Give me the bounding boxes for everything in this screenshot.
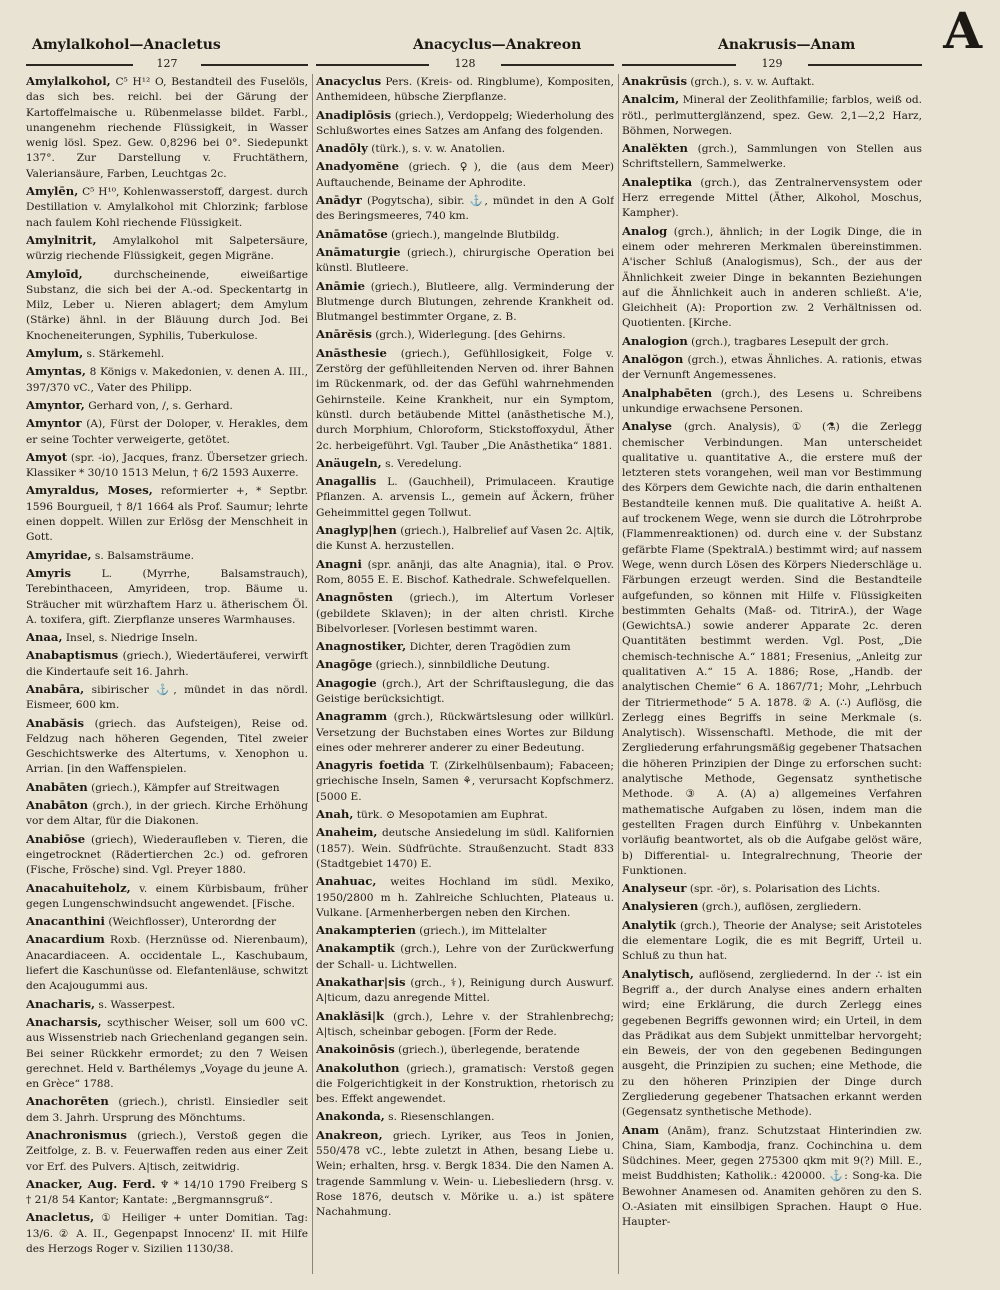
header-center: Anacyclus—Anakreon [413, 37, 582, 53]
section-letter: A [943, 1, 982, 60]
entry-definition: Pers. (Kreis- od. Ringblume), Kompositen, Anthemideen, hübsche Zierpflanze. [316, 76, 614, 104]
dictionary-entry [622, 224, 922, 332]
dictionary-entry [26, 1094, 308, 1126]
dictionary-entry [316, 709, 614, 756]
entry-definition: (grch.), s. v. w. Auftakt. [690, 76, 815, 88]
dictionary-entry [316, 456, 614, 472]
entry-headword: Anakonda, [316, 1109, 385, 1124]
entry-headword: Anabiōse [26, 831, 86, 846]
entry-headword: Analŏgon [622, 352, 684, 367]
entry-headword: Anabāra, [26, 681, 85, 696]
dictionary-entry [316, 676, 614, 708]
dictionary-entry [26, 566, 308, 628]
dictionary-entry [316, 1042, 614, 1058]
entry-definition: Amylalkohol mit Salpetersäure, würzig riechende Flüssigkeit, gegen Migräne. [26, 234, 308, 263]
entry-definition: scythischer Weiser, soll um 600 vC. aus Wissenstrieb nach Griechenland gegangen sein. Bei seiner Rückkehr ermordet; zu den 7 Weisen gerechnet. Held v. Barthélemys „Voyage du jeune A. en Grèce“ 1788. [26, 1016, 308, 1091]
dictionary-entry [316, 141, 614, 157]
dictionary-entry [316, 874, 614, 921]
dictionary-entry [26, 233, 308, 265]
entry-definition: L. (Myrrhe, Balsamstrauch), Terebinthaceen, Amyrideen, trop. Bäume u. Sträucher mit würzhaftem Harz u. ätherischem Öl. A. toxifera, gift. Zierpflanze unseres Warmhauses. [26, 567, 308, 626]
entry-headword: Amyridae, [26, 547, 92, 562]
entry-definition: (griech. ♀), die (aus dem Meer) Auftauchende, Beiname der Aphrodite. [316, 161, 614, 189]
entry-headword: Amyot [26, 449, 68, 464]
entry-definition: (griech.), christl. Einsiedler seit dem 3. Jahrh. Ursprung des Mönchtums. [26, 1096, 308, 1124]
entry-definition: (grch.), Widerlegung. [des Gehirns. [375, 329, 566, 342]
entry-headword: Anadōly [316, 141, 368, 156]
entry-headword: Anabaptismus [26, 648, 119, 663]
entry-definition: Dichter, deren Tragödien zum [409, 641, 571, 654]
entry-headword: Analcim, [622, 92, 680, 107]
entry-headword: Analog [622, 223, 668, 238]
column-1 [26, 74, 308, 1279]
entry-headword: Anacanthini [26, 914, 105, 929]
dictionary-entry [26, 630, 308, 646]
entry-definition: (griech.), sinnbildliche Deutung. [375, 659, 550, 672]
entry-headword: Anabāton [26, 798, 89, 813]
dictionary-entry [316, 590, 614, 637]
entry-definition: (grch.), Art der Schriftauslegung, die das Geistige berücksichtigt. [316, 677, 614, 705]
entry-headword: Anārĕsis [316, 327, 372, 342]
entry-headword: Anadyomĕne [316, 159, 399, 174]
dictionary-entry [26, 1015, 308, 1092]
entry-headword: Amyris [26, 565, 72, 580]
entry-definition: Roxb. (Herznüsse od. Nierenbaum), Anacardiaceen. A. occidentale L., Kaschubaum, liefert die Kaschunüsse od. Elefantenläuse, schwitzt den Acajougummi aus. [26, 934, 308, 993]
entry-headword: Amyntas, [26, 364, 86, 379]
entry-definition: (griech), Wiederaufleben v. Tieren, die eingetrocknet (Rädertierchen 2c.) od. gefroren (Fische, Frösche) sind. Vgl. Preyer 1880. [26, 833, 308, 877]
entry-headword: Amylnitrit, [26, 232, 97, 247]
entry-definition: (grch.), Lehre v. der Strahlenbrechg; A|tisch, scheinbar gebogen. [Form der Rede. [316, 1010, 614, 1038]
entry-definition: (griech.), überlegende, beratende [398, 1044, 580, 1057]
entry-headword: Analphabēten [622, 385, 713, 400]
dictionary-entry [622, 918, 922, 965]
entry-headword: Anaglyp|hen [316, 523, 397, 538]
entry-headword: Analeptika [622, 174, 693, 189]
entry-definition: (griech.), chirurgische Operation bei künstl. Blutleere. [316, 246, 614, 275]
dictionary-entry [622, 92, 922, 139]
dictionary-entry [316, 1128, 614, 1221]
dictionary-entry [316, 1061, 614, 1108]
dictionary-entry [622, 175, 922, 222]
entry-headword: Anagogie [316, 675, 377, 690]
entry-definition: (grch.), auflösen, zergliedern. [701, 901, 862, 914]
dictionary-entry [26, 184, 308, 231]
dictionary-entry [316, 474, 614, 521]
entry-definition: deutsche Ansiedelung im südl. Kalifornien (1857). Wein. Südfrüchte. Straußenzucht. Stadt 833 (Stadtgebiet 1470) E. [316, 827, 614, 870]
entry-definition: s. Stärkemehl. [86, 348, 165, 361]
entry-definition: (türk.), s. v. w. Anatolien. [371, 143, 506, 156]
dictionary-entry [622, 74, 922, 90]
entry-definition: (grch.), tragbares Lesepult der grch. [691, 335, 889, 348]
entry-headword: Amyntor [26, 416, 82, 431]
entry-headword: Anacardium [26, 932, 105, 947]
dictionary-entry [26, 798, 308, 830]
dictionary-entry [316, 639, 614, 655]
entry-headword: Anakampterien [316, 923, 416, 938]
dictionary-entry [26, 450, 308, 482]
dictionary-entry [622, 899, 922, 915]
entry-definition: (grch.), Lehre von der Zurückwerfung der Schall- u. Lichtwellen. [316, 943, 614, 971]
entry-definition: (griech.), gramatisch: Verstoß gegen die Folgerichtigkeit in der Konstruktion, rhetorisch zu bes. Effekt angewendet. [316, 1062, 614, 1106]
entry-headword: Anaa, [26, 630, 63, 645]
dictionary-entry [26, 932, 308, 994]
dictionary-entry [316, 193, 614, 225]
entry-headword: Amyntor, [26, 397, 85, 412]
dictionary-entry [26, 682, 308, 714]
entry-definition: s. Veredelung. [385, 457, 462, 470]
dictionary-entry [316, 227, 614, 243]
entry-definition: s. Riesenschlangen. [388, 1111, 495, 1124]
dictionary-entry [316, 346, 614, 454]
dictionary-entry [26, 716, 308, 778]
header-right: Anakrusis—Anam [718, 37, 856, 53]
entry-definition: türk. ⊙ Mesopotamien am Euphrat. [356, 809, 548, 822]
entry-headword: Analogion [622, 333, 688, 348]
entry-definition: (grch.), ähnlich; in der Logik Dinge, die in einem oder mehreren Merkmalen übereinstimmen. A'ischer Schluß (Analogismus), Sch., der aus der Ähnlichkeit zweier Dinge in bekannten Beziehungen auf die Ähnlichkeit auch in anderen schließt. A'ie, Gleichheit (A): Proportion zw. 2 Verhältnissen od. Quotienten. [Kirche. [622, 225, 922, 330]
page-number-left: 127 [26, 57, 308, 73]
dictionary-entry [26, 416, 308, 448]
dictionary-entry [622, 1123, 922, 1231]
dictionary-entry [316, 657, 614, 673]
column-divider [618, 74, 619, 1274]
entry-definition: (Anām), franz. Schutzstaat Hinterindien zw. China, Siam, Kambodja, franz. Cochinchina u. dem Südchines. Meer, gegen 275300 qkm mit 9(?) Mill. E., meist Buddhisten; Katholik.: 420000. ⚓: Song-ka. Die Bewohner Anamesen od. Anamiten gehören zu den S. O.-Asiaten mit einsilbigen Sprachen. Haupt ⊙ Hue. Haupter- [622, 1124, 922, 1229]
entry-headword: Anaklăsi|k [316, 1008, 385, 1023]
entry-headword: Anam [622, 1122, 660, 1137]
entry-headword: Analĕkten [622, 141, 688, 156]
column-divider [312, 74, 313, 1274]
dictionary-entry [26, 997, 308, 1013]
running-header [18, 32, 988, 58]
dictionary-entry [26, 832, 308, 879]
entry-definition: (griech.), Gefühllosigkeit, Folge v. Zerstörg der gefühlleitenden Nerven od. ihrer Bahnen im Rückenmark, od. der das Gefühl wahrnehmenden Gehirnsteile. Keine Krankheit, nur ein Symptom, künstl. durch betäubende Mittel (anāsthetische M.), durch Morphium, Chloroform, Stickstoffoxydul, Äther 2c. herbeigeführt. Vgl. Tauber „Die Anāsthetika“ 1881. [316, 347, 614, 452]
entry-headword: Amyraldus, Moses, [26, 483, 153, 498]
dictionary-entry [622, 967, 922, 1121]
entry-definition: (Pogytscha), sibir. ⚓, mündet in den A Golf des Beringsmeeres, 740 km. [316, 195, 614, 223]
entry-definition: (grch.), das Zentralnervensystem oder Herz erregende Mittel (Äther, Alkohol, Moschus, Kampher). [622, 176, 922, 220]
dictionary-entry [26, 398, 308, 414]
dictionary-entry [316, 1009, 614, 1041]
entry-definition: ① Heiliger + unter Domitian. Tag: 13/6. ② A. II., Gegenpapst Innocenz' II. mit Hilfe des Herzogs Roger v. Sizilien 1130/38. [26, 1212, 308, 1256]
entry-definition: (griech.), mangelnde Blutbildg. [391, 228, 560, 241]
column-3 [622, 74, 922, 1279]
dictionary-entry [316, 108, 614, 140]
entry-headword: Anakoluthon [316, 1060, 400, 1075]
dictionary-entry [622, 141, 922, 173]
entry-headword: Amylēn, [26, 184, 79, 199]
header-left: Amylalkohol—Anacletus [32, 37, 221, 53]
entry-headword: Anakamptik [316, 941, 395, 956]
column-2 [316, 74, 614, 1279]
dictionary-entry [26, 74, 308, 182]
entry-definition: (grch.), in der griech. Kirche Erhöhung vor dem Altar, für die Diakonen. [26, 800, 308, 828]
entry-headword: Anahuac, [316, 874, 377, 889]
page-number-right: 129 [622, 57, 922, 73]
dictionary-entry [316, 245, 614, 277]
dictionary-entry [316, 279, 614, 326]
entry-headword: Anakreon, [316, 1127, 383, 1142]
dictionary-entry [316, 1109, 614, 1125]
dictionary-entry [316, 923, 614, 939]
entry-headword: Amylalkohol, [26, 74, 111, 88]
entry-headword: Amylum, [26, 346, 84, 361]
entry-definition: v. einem Kürbisbaum, früher gegen Lungenschwindsucht angewendet. [Fische. [26, 882, 308, 910]
dictionary-entry [26, 914, 308, 930]
entry-headword: Analyse [622, 419, 672, 434]
entry-definition: (spr. -ör), s. Polarisation des Lichts. [689, 883, 881, 896]
entry-definition: C⁵ H¹² O, Bestandteil des Fuselöls, das sich bes. reichl. bei der Gärung der Kartoffelmaische u. Rübenmelasse bildet. Farbl., unangenehm riechende Flüssigkeit, in Wasser wenig lösl. Spez. Gew. 0,8296 bei 0°. Siedepunkt 137°. Zur Darstellung v. Fruchtäthern, Valeriansäure, Farben, Leuchtgas 2c. [26, 76, 308, 180]
entry-definition: Mineral der Zeolithfamilie; farblos, weiß od. rötl., perlmutterglänzend, spez. Gew. 2,1—2,2 Harz, Böhmen, Norwegen. [622, 94, 922, 137]
entry-definition: (griech.), im Mittelalter [419, 925, 547, 938]
entry-definition: s. Wasserpest. [98, 998, 176, 1011]
dictionary-entry [26, 346, 308, 362]
entry-headword: Analyseur [622, 881, 687, 896]
dictionary-entry [26, 1128, 308, 1175]
entry-definition: (Weichflosser), Unterordng der [108, 916, 277, 929]
entry-headword: Anaheim, [316, 825, 378, 840]
entry-definition: (A), Fürst der Doloper, v. Herakles, dem er seine Tochter verweigerte, getötet. [26, 418, 308, 446]
entry-headword: Anagyris foetida [316, 758, 425, 773]
entry-definition: (grch., ⚕), Reinigung durch Auswurf. A|ticum, dazu anregende Mittel. [316, 977, 614, 1005]
entry-headword: Anāmatōse [316, 226, 388, 241]
entry-headword: Analytik [622, 917, 676, 932]
entry-headword: Anagni [316, 556, 362, 571]
entry-definition: (griech.), Verstoß gegen die Zeitfolge, z. B. v. Feuerwaffen reden aus einer Zeit vor Erf. des Pulvers. A|tisch, zeitwidrig. [26, 1130, 308, 1173]
dictionary-entry [26, 780, 308, 796]
entry-headword: Anacharsis, [26, 1014, 102, 1029]
dictionary-entry [26, 364, 308, 396]
dictionary-entry [622, 386, 922, 418]
dictionary-entry [622, 352, 922, 384]
page-number-center: 128 [316, 57, 614, 73]
entry-definition: griech. Lyriker, aus Teos in Jonien, 550/478 vC., lebte zuletzt in Athen, besang Liebe u. Wein; erhalten, hrsg. v. Bergk 1834. Die den Namen A. tragende Sammlung v. Wein- u. Liebesliedern (hrsg. v. Rose 1876, deutsch v. Mörike u. a.) ist spätere Nachahmung. [316, 1129, 614, 1219]
entry-definition: (spr. -io), Jacques, franz. Übersetzer griech. Klassiker * 30/10 1513 Melun, † 6/2 1593 Auxerre. [26, 451, 308, 480]
entry-definition: (grch. Analysis), ① (⚗) die Zerlegg chemischer Verbindungen. Man unterscheidet qualitative u. quantitative A., die erstere muß der letzteren stets vorangehen, weil man vor Bestimmung des Körpers dem Gewichte nach, die darin enthaltenen Bestandteile kennen muß. Die qualitative A. heißt A. auf trockenem Wege, wenn sie durch die Lötrohrprobe (Flammenreaktionen) od. durch eine v. der Substanz gefärbte Flame (SpektralA.) bestimmt wird; auf nassem Wege, wenn durch Lösen des Körpers Niederschläge u. Färbungen erzeugt werden. Sind die Bestandteile aufgefunden, so können mit Hilfe v. Flüssigkeiten bestimmten Gehalts (Maß- od. TitrirA.), der Wage (GewichtsA.) sowie anderer Apparate 2c. deren Quantitäten bestimmt werden. Vgl. Post, „Die chemisch-technische A.“ 1881; Fresenius, „Anleitg zur qualitativen A.“ 15 A. 1886; Rose, „Handb. der analytischen Chemie“ 6 A. 1867/71; Mohr, „Lehrbuch der Titriermethode“ 5 A. 1878. ② A. (∴) Auflösg, die Zerlegg eines Begriffs in seine Merkmale (s. Analytisch). Wissenschaftl. Methode, die mit der Zergliederung erfahrungsmäßig gegebener Thatsachen die höheren Prinzipien der Dinge zu erforschen sucht: analytische Methode, Gegensatz synthetische Methode. ③ A. (A) a) allgemeines Verfahren mathematische Aufgaben zu lösen, indem man die gestellten Fragen durch Einführg v. Unbekannten vorläufig beantwortet, als ob die Aufgabe gelöst wäre, b) Differential- u. Integralrechnung, Theorie der Funktionen. [622, 421, 922, 877]
dictionary-entry [26, 483, 308, 545]
dictionary-entry [26, 881, 308, 913]
entry-headword: Anacyclus [316, 74, 382, 88]
entry-definition: (grch.), etwas Ähnliches. A. rationis, etwas der Vernunft Angemessenes. [622, 354, 922, 382]
entry-headword: Anādyr [316, 193, 362, 208]
dictionary-entry [316, 523, 614, 555]
entry-headword: Anāsthesie [316, 345, 387, 360]
entry-headword: Anacletus, [26, 1210, 95, 1225]
dictionary-entry [26, 1210, 308, 1257]
dictionary-entry [316, 557, 614, 589]
entry-headword: Anakathar|sis [316, 975, 406, 990]
entry-definition: Gerhard von, /, s. Gerhard. [88, 399, 233, 412]
dictionary-entry [622, 419, 922, 879]
entry-definition: (griech.), Blutleere, allg. Verminderung der Blutmenge durch Blutungen, zehrende Krankheit od. Blutmangel bestimmter Organe, z. B. [316, 280, 614, 324]
dictionary-entry [316, 825, 614, 872]
entry-headword: Anagōge [316, 657, 373, 672]
dictionary-entry [26, 267, 308, 344]
entry-definition: (griech.), Kämpfer auf Streitwagen [91, 781, 280, 794]
entry-definition: s. Balsamsträume. [94, 549, 194, 562]
entry-headword: Anadiplōsis [316, 107, 392, 122]
entry-headword: Anakrūsis [622, 74, 687, 88]
entry-headword: Anäugeln, [316, 455, 382, 470]
entry-definition: reformierter +, * Septbr. 1596 Bourgueil, † 8/1 1664 als Prof. Saumur; lehrte einen doppelt. Willen zur Erlösg der Menschheit in Gott. [26, 485, 308, 544]
entry-definition: (grch.), Rückwärtslesung oder willkürl. Versetzung der Buchstaben eines Wortes zur Bildung eines oder mehrerer anderer zu einer Bedeutung. [316, 711, 614, 754]
entry-headword: Anagnostiker, [316, 639, 407, 654]
dictionary-entry [316, 807, 614, 823]
entry-definition: auflösend, zergliedernd. In der ∴ ist ein Begriff a., der durch Analyse eines andern erhalten wird; eine Erklärung, die durch Zerlegg eines gegebenen Begriffs gewonnen wird; ein Urteil, in dem das Prädikat aus dem Subjekt unmittelbar hervorgeht; ein Beweis, der von den gegebenen Bedingungen ausgeht, die Prinzipien zu suchen; eine Methode, die zu den höheren Prinzipien der Dinge durch Zergliederung gegebener Thatsachen erkannt werden (Gegensatz synthetische Methode). [622, 968, 922, 1119]
entry-definition: L. (Gauchheil), Primulaceen. Krautige Pflanzen. A. arvensis L., gemein auf Äckern, früher Geheimmittel gegen Tollwut. [316, 476, 614, 519]
entry-definition: (grch.), des Lesens u. Schreibens unkundige erwachsene Personen. [622, 387, 922, 415]
dictionary-entry [316, 327, 614, 343]
entry-headword: Anagnōsten [316, 590, 393, 605]
dictionary-entry [26, 1177, 308, 1209]
entry-headword: Amyloīd, [26, 266, 83, 281]
entry-definition: Insel, s. Niedrige Inseln. [65, 632, 198, 645]
entry-headword: Analytisch, [622, 966, 694, 981]
entry-headword: Anacahuiteholz, [26, 880, 131, 895]
entry-definition: 8 Königs v. Makedonien, v. denen A. III., 397/370 vC., Vater des Philipp. [26, 366, 308, 394]
dictionary-entry [316, 975, 614, 1007]
entry-headword: Anachorēten [26, 1094, 109, 1109]
entry-definition: (griech.), Verdoppelg; Wiederholung des Schlußwortes eines Satzes am Anfang des folgenden. [316, 109, 614, 137]
entry-headword: Anagramm [316, 709, 388, 724]
entry-definition: durchscheinende, eiweißartige Substanz, die sich bei der A.-od. Speckentartg in Milz, Leber u. Nieren ablagert; dem Amylum (Stärke) ähnl. in der Bläuung durch Jod. Bei Knocheneiterungen, Syphilis, Tuberkulose. [26, 268, 308, 342]
entry-headword: Anāmaturgie [316, 244, 401, 259]
entry-definition: (grch.), Theorie der Analyse; seit Aristoteles die elementare Logik, die es mit Begriff, Urteil u. Schluß zu thun hat. [622, 919, 922, 963]
entry-headword: Anabăsis [26, 715, 85, 730]
entry-definition: (griech.), Wiedertäuferei, verwirft die Kindertaufe seit 16. Jahrh. [26, 650, 308, 678]
entry-headword: Anabāten [26, 779, 88, 794]
dictionary-entry [316, 159, 614, 191]
dictionary-entry [316, 74, 614, 106]
entry-definition: C⁵ H¹⁰, Kohlenwasserstoff, dargest. durch Destillation v. Amylalkohol mit Chlorzink; farblose nach faulem Kohl riechende Flüssigkeit. [26, 186, 308, 229]
entry-definition: (griech.), im Altertum Vorleser (gebildete Sklaven); in der alten christl. Kirche Bibelvorleser. [Vorlesen bestimmt waren. [316, 592, 614, 635]
entry-headword: Anacharis, [26, 996, 96, 1011]
entry-definition: (spr. anānji, das alte Anagnia), ital. ⊙ Prov. Rom, 8055 E. E. Bischof. Kathedrale. Schwefelquellen. [316, 558, 614, 586]
dictionary-entry [26, 648, 308, 680]
entry-headword: Anacker, Aug. Ferd. [26, 1176, 156, 1191]
entry-definition: weites Hochland im südl. Mexiko, 1950/2800 m h. Zahlreiche Schluchten, Plateaus u. Vulkane. [Armenherbergen neben den Kirchen. [316, 876, 614, 919]
entry-definition: (griech. das Aufsteigen), Reise od. Feldzug nach höheren Gegenden, Titel zweier Geschichtswerke des Altertums, v. Xenophon u. Arrian. [in den Waffenspielen. [26, 717, 308, 776]
entry-definition: sibirischer ⚓, mündet in das nördl. Eismeer, 600 km. [26, 683, 308, 712]
dictionary-entry [622, 881, 922, 897]
dictionary-entry [26, 548, 308, 564]
entry-headword: Anakoinōsis [316, 1042, 395, 1057]
entry-definition: ♆ * 14/10 1790 Freiberg S † 21/8 54 Kantor; Kantate: „Bergmannsgruß“. [26, 1178, 308, 1207]
entry-headword: Anāmie [316, 278, 365, 293]
dictionary-entry [622, 334, 922, 350]
dictionary-entry [316, 758, 614, 805]
entry-definition: T. (Zirkelhülsenbaum); Fabaceen; griechische Inseln, Samen ⚘, verursacht Kopfschmerz. [5000 E. [316, 760, 614, 803]
dictionary-entry [316, 941, 614, 973]
entry-headword: Anachronismus [26, 1128, 127, 1142]
entry-headword: Analysieren [622, 899, 699, 914]
entry-headword: Anah, [316, 807, 354, 822]
entry-definition: (grch.), Sammlungen von Stellen aus Schriftstellern, Sammelwerke. [622, 143, 922, 171]
entry-definition: (griech.), Halbrelief auf Vasen 2c. A|tik, die Kunst A. herzustellen. [316, 525, 614, 553]
entry-headword: Anagallis [316, 474, 377, 489]
